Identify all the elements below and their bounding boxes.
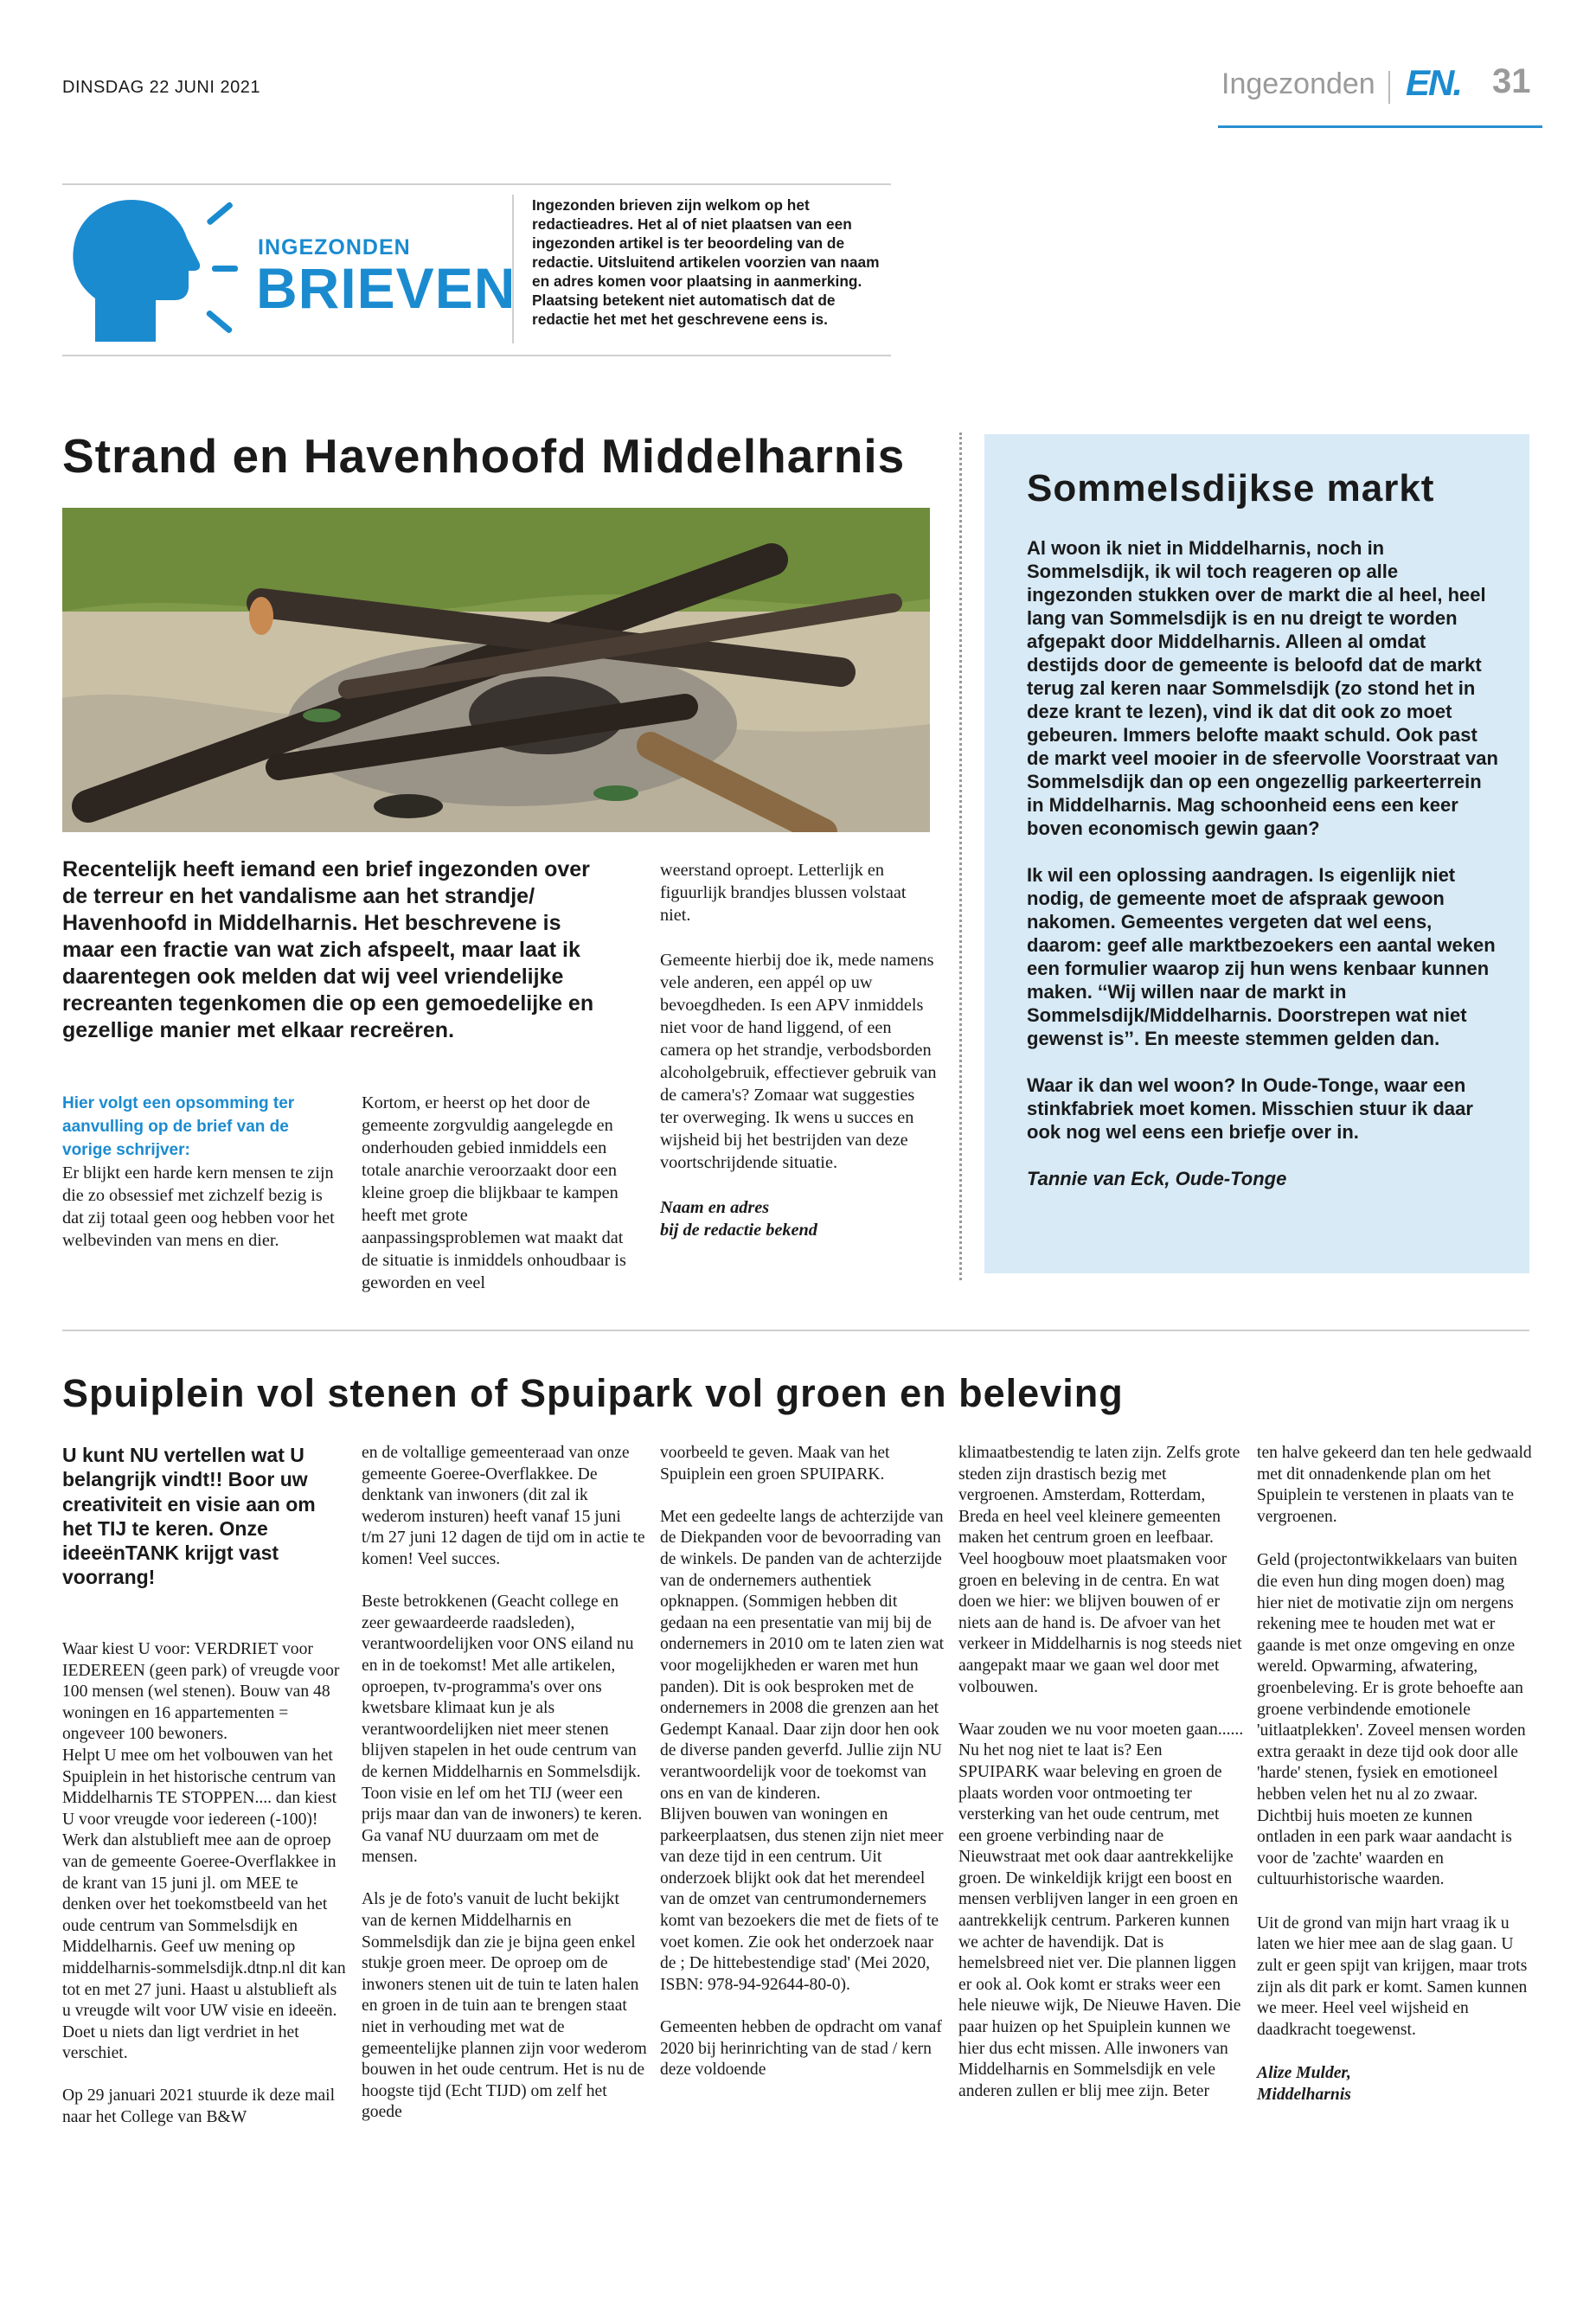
article-column-spuiplein-2: [362, 1443, 647, 2145]
signature-line: Alize Mulder,: [1257, 2064, 1351, 2083]
article-paragraph: Ik wil een oplossing aandragen. Is eigenlijk niet nodig, de gemeente moet de afspraak gewoon nakomen. Gemeentes vergeten dat wel eens, daarom: geef alle marktbezoekers een aantal weken een formulier waarop zij hun wens kenbaar kunnen maken. ‘‘Wij willen naar de markt in Sommelsdijk/Middelharnis. Doorstrepen wat niet gewenst is’’. En meeste stemmen gelden dan.: [1027, 864, 1496, 1049]
article-column-spuiplein-5: [1257, 1443, 1534, 2106]
article-column-strand-2: [362, 1092, 630, 1294]
article-lead-strand: Recentelijk heeft iemand een brief ingezonden over de terreur en het vandalisme aan het strandje/ Havenhoofd in Middelharnis. Het beschrevene is maar een fractie van wat zich afspeelt, maar laat ik daarentegen ook melden dat wij veel vriendelijke recreanten tegenkomen die op een gemoedelijke en gezellige manier met elkaar recreëren.: [62, 857, 594, 1042]
signature-line: bij de redactie bekend: [660, 1221, 817, 1240]
article-paragraph: Al woon ik niet in Middelharnis, noch in Sommelsdijk, ik wil toch reageren op alle ingezonden stukken over de markt die al heel, heel lang van Sommelsdijk is en nu dreigt te worden afgepakt door Middelharnis. Alleen al omdat destijds door de gemeente is beloofd dat de markt terug zal keren naar Sommelsdijk (zo stond het in deze krant te lezen), vind ik dat dit ook zo moet gebeuren. Immers belofte maakt schuld. Ook past de markt veel mooier in de sfeervolle Voorstraat van Sommelsdijk dan op een ongezellig parkeerterrein in Middelharnis. Mag schoonheid eens een keer boven economisch gewin gaan?: [1027, 537, 1498, 839]
article-paragraph: klimaatbestendig te laten zijn. Zelfs grote steden zijn drastisch bezig met vergroenen. Amsterdam, Rotterdam, Breda en heel veel kleinere gemeenten maken het centrum groen en leefbaar. Veel hoogbouw moet plaatsmaken voor groen en beleving in de centra. En wat doen we hier: we blijven bouwen of er niets aan de hand is. De afvoer van het verkeer in Middelharnis is nog steeds niet aangepakt maar we gaan wel door met volbouwen.: [958, 1444, 1242, 1696]
ingezonden-label: INGEZONDEN: [258, 235, 411, 260]
article-paragraph: voorbeeld te geven. Maak van het Spuiplein een groen SPUIPARK.: [660, 1444, 890, 1484]
article-column-strand-1: [62, 1092, 339, 1252]
article-paragraph: en de voltallige gemeenteraad van onze gemeente Goeree-Overflakkee. De denktank van inwoners (dit zal ik wederom insturen) heeft vanaf 15 juni t/m 27 juni 12 dagen de tijd om in actie te komen! Veel succes.: [362, 1444, 645, 1568]
column-divider-dotted: [959, 433, 962, 1280]
article-paragraph: Op 29 januari 2021 stuurde ik deze mail naar het College van B&W: [62, 2086, 336, 2127]
article-paragraph: ten halve gekeerd dan ten hele gedwaald met dit onnadenkende plan om het Spuiplein te verstenen in plaats van te vergroenen.: [1257, 1444, 1532, 1526]
box-top-rule: [62, 183, 891, 185]
section-rule: [62, 1330, 1529, 1331]
signature-line: Naam en adres: [660, 1198, 770, 1217]
article-paragraph: Als je de foto's vanuit de lucht bekijkt van de kernen Middelharnis en Sommelsdijk dan zie je bijna geen enkel stukje groen meer. De oproep om de inwoners stenen uit de tuin te laten halen en groen in de tuin aan te brengen staat niet in verhouding met wat de gemeentelijke plannen zijn voor wederom bouwen in het oude centrum. Het is nu de hoogste tijd (Echt TIJD) om zelf het goede: [362, 1890, 647, 2122]
article-title-markt: Sommelsdijkse markt: [1027, 467, 1435, 510]
article-paragraph: Gemeenten hebben de opdracht om vanaf 2020 bij herinrichting van de stad / kern deze voldoende: [660, 2018, 942, 2080]
article-column-spuiplein-1: [62, 1639, 348, 2150]
box-bottom-rule: [62, 355, 891, 356]
article-paragraph: Waar kiest U voor: VERDRIET voor IEDEREEN (geen park) of vreugde voor 100 mensen (wel stenen). Bouw van 48 woningen en 16 appartementen = ongeveer 100 bewoners. Helpt U mee om het volbouwen van het Spuiplein in het historische centrum van Middelharnis TE STOPPEN.... dan kiest U voor vreugde voor iedereen (-100)! Werk dan alstublieft mee aan de oproep van de gemeente Goeree-Overflakkee in de krant van 15 juni jl. om MEE te denken over het toekomstbeeld van het oude centrum van Sommelsdijk en Middelharnis. Geef uw mening op middelharnis-sommelsdijk.dtnp.nl dit kan tot en met 27 juni. Haast u alstublieft als u vreugde wilt voor UW visie en ideeën. Doet u niets dan ligt verdriet in het verschiet.: [62, 1640, 346, 2063]
section-title: Ingezonden: [1221, 67, 1375, 100]
signature-line: Middelharnis: [1257, 2086, 1351, 2105]
article-lead-spuiplein: U kunt NU vertellen wat U belangrijk vindt!! Boor uw creativiteit en visie aan om het TIJ te keren. Onze ideeënTANK krijgt vast voorrang!: [62, 1444, 316, 1589]
article-column-spuiplein-3: [660, 1443, 945, 2102]
article-body-markt: [1027, 536, 1498, 1190]
brieven-label: BRIEVEN: [256, 256, 516, 320]
article-title-spuiplein: Spuiplein vol stenen of Spuipark vol groen en beleving: [62, 1371, 1124, 1415]
article-paragraph: Waar zouden we nu voor moeten gaan...... Nu het nog niet te laat is? Een SPUIPARK waar beleving en groen de plaats worden voor ontmoeting ter versterking van het oude centrum, met een groene verbinding naar de Nieuwstraat met ook daar aantrekkelijke groen. De winkeldijk krijgt een boost en mensen verblijven langer in een groen en aantrekkelijk centrum. Parkeren kunnen we achter de havendijk. Dat is hemelsbreed niet ver. Die plannen liggen er ook al. Ook komt er straks weer een hele nieuwe wijk, De Nieuwe Haven. Die paar huizen op het Spuiplein kunnen we hier dus echt missen. Alle inwoners van Middelharnis en Sommelsdijk en vele anderen zullen er blij mee zijn. Beter: [958, 1720, 1244, 2100]
speaking-head-icon: [69, 195, 242, 346]
article-signature: [1257, 2063, 1534, 2106]
bonfire-photo: [62, 508, 930, 832]
header-rule: [1218, 125, 1542, 128]
issue-date: DINSDAG 22 JUNI 2021: [62, 78, 260, 97]
newspaper-logo: EN.: [1406, 62, 1462, 103]
article-title-strand: Strand en Havenhoofd Middelharnis: [62, 429, 906, 483]
article-paragraph: Uit de grond van mijn hart vraag ik u laten we hier mee aan de slag gaan. U zult er geen spijt van krijgen, maar trots zijn als dit park er komt. Samen kunnen we meer. Heel veel wijsheid en daadkracht toegewenst.: [1257, 1913, 1528, 2039]
article-paragraph: Met een gedeelte langs de achterzijde van de Diekpanden voor de bevoorrading van de winkels. De panden van de achterzijde van de ondernemers authentiek opknappen. (Sommigen hebben dit gedaan na een presentatie van mij bij de ondernemers in 2010 om te laten zien wat voor mogelijkheden er waren met hun panden). Dit is ook besproken met de ondernemers in 2008 die grenzen aan het Gedempt Kanaal. Daar zijn door hen ook de diverse panden geverfd. Jullie zijn NU verantwoordelijk voor de toekomst van ons en van de kinderen. Blijven bouwen van woningen en parkeerplaatsen, dus stenen zijn niet meer van deze tijd in een centrum. Uit onderzoek blijkt ook dat het merendeel van de omzet van centrumondernemers komt van bezoekers die met de fiets of te voet komen. Zie ook het onderzoek naar de ; De hittebestendige stad' (Mei 2020, ISBN: 978-94-92644-80-0).: [660, 1507, 945, 1994]
submission-note: Ingezonden brieven zijn welkom op het redactieadres. Het al of niet plaatsen van een ingezonden artikel is ter beoordeling van de redactie. Uitsluitend artikelen voorzien van naam en adres komen voor plaatsing in aanmerking. Plaatsing betekent niet automatisch dat de redactie het met het geschrevene eens is.: [532, 196, 880, 328]
article-signature: Tannie van Eck, Oude-Tonge: [1027, 1168, 1287, 1189]
article-paragraph: Waar ik dan wel woon? In Oude-Tonge, waar een stinkfabriek moet komen. Misschien stuur ik daar ook nog wel eens een briefje over in.: [1027, 1074, 1473, 1143]
article-paragraph: Beste betrokkenen (Geacht college en zeer gewaardeerde raadsleden), verantwoordelijken voor ONS eiland nu en in de toekomst! Met alle artikelen, oproepen, tv-programma's over ons kwetsbare klimaat kun je als verantwoordelijken niet meer stenen blijven stapelen in het oude centrum van de kernen Middelharnis en Sommelsdijk. Toon visie en lef om het TIJ (weer een prijs maar dan van de inwoners) te keren. Ga vanaf NU duurzaam om met de mensen.: [362, 1593, 643, 1867]
article-paragraph: Gemeente hierbij doe ik, mede namens vele anderen, een appél op uw bevoegdheden. Is een APV inmiddels niet voor de hand liggend, of een camera op het strandje, verbodsborden alcoholgebruik, effectiever gebruik van de camera's? Zomaar wat suggesties ter overweging. Ik wens u succes en wijsheid bij het bestrijden van deze voortschrijdende situatie.: [660, 951, 937, 1172]
article-signature: [660, 1196, 937, 1241]
article-paragraph: weerstand oproept. Letterlijk en figuurlijk brandjes blussen volstaat niet.: [660, 861, 907, 925]
page-number: 31: [1492, 62, 1531, 100]
article-column-spuiplein-4: [958, 1443, 1244, 2124]
article-paragraph: Geld (projectontwikkelaars van buiten die even hun ding mogen doen) mag hier niet de motivatie zijn om nergens rekening mee te houden met wat er gaande is met onze omgeving en onze wereld. Opwarming, afwatering, groenbeleving. Er is grote behoefte aan groene verbindende emotionele 'uitlaatplekken'. Zoveel mensen worden extra geraakt in deze tijd ook door alle 'harde' stenen, fysiek en emotioneel hebben velen het nu al zo zwaar. Dichtbij huis moeten ze kunnen ontladen in een park waar aandacht is voor de 'zachte' waarden en cultuurhistorische waarden.: [1257, 1551, 1526, 1889]
article-column-strand-3: [660, 859, 937, 1241]
article-subhead: Hier volgt een opsomming ter aanvulling op de brief van de vorige schrijver:: [62, 1094, 295, 1159]
article-paragraph: Kortom, er heerst op het door de gemeente zorgvuldig aangelegde en onderhouden gebied inmiddels een totale anarchie veroorzaakt door een kleine groep die blijkbaar te kampen heeft met grote aanpassingsproblemen wat maakt dat de situatie is inmiddels onhoudbaar is geworden en veel: [362, 1093, 626, 1292]
header-separator: [1388, 71, 1390, 104]
article-paragraph: Er blijkt een harde kern mensen te zijn die zo obsessief met zichzelf bezig is dat zij totaal geen oog hebben voor het welbevinden van mens en dier.: [62, 1163, 335, 1250]
